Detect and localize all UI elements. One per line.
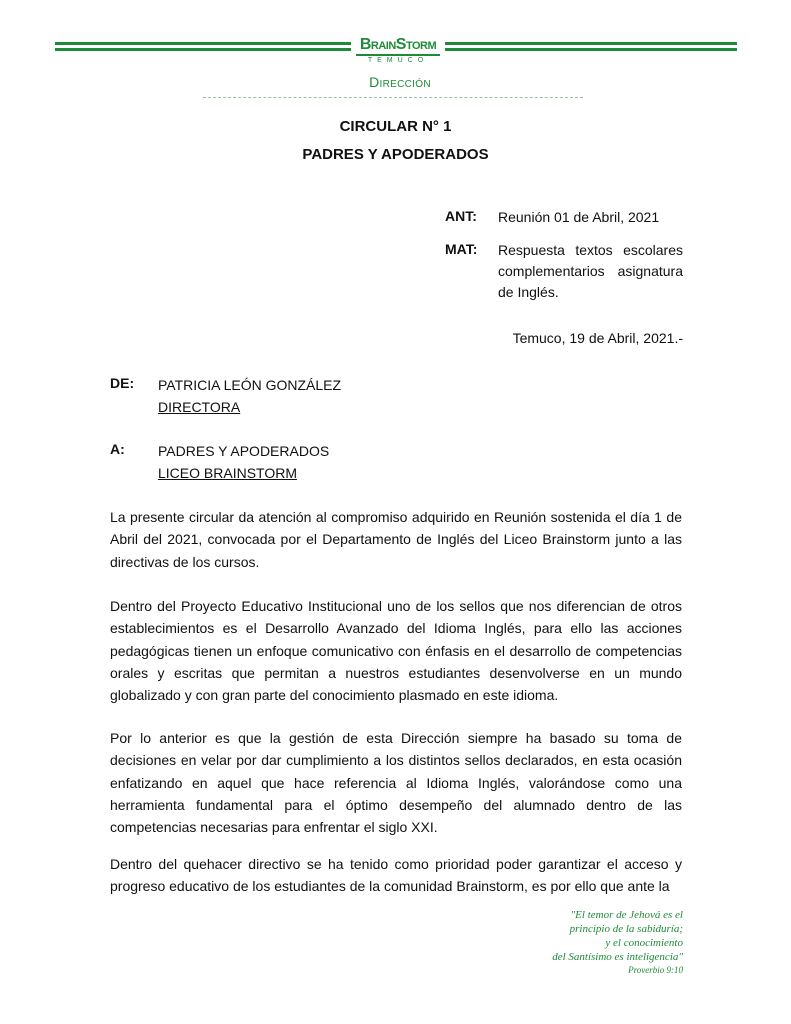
mat-value: Respuesta textos escolares complementarios asignatura de Inglés. <box>498 242 683 300</box>
logo-name: BrainStorm <box>359 36 437 53</box>
from-role: DIRECTORA <box>158 399 241 415</box>
body-paragraph-2: Dentro del Proyecto Educativo Institucional uno de los sellos que nos diferencian de otros establecimientos es el Desarrollo Avanzado del Idioma Inglés, para ello las acciones pedagógicas tienen un enfoque comunicativo con énfasis en el desarrollo de competencias orales y escritas que permitan a nuestros estudiantes desenvolverse en un mundo globalizado y con gran parte del conocimiento plasmado en este idioma. <box>110 598 682 704</box>
ant-label: ANT: <box>445 208 477 224</box>
from-block <box>158 374 341 418</box>
body-paragraph-1: La presente circular da atención al compromiso adquirido en Reunión sostenida el día 1 de Abril del 2021, convocada por el Departamento de Inglés del Liceo Brainstorm junto a las directivas de los cursos. <box>110 509 682 570</box>
to-name: PADRES Y APODERADOS <box>158 443 330 459</box>
logo-subtitle: TEMUCO <box>356 54 440 65</box>
to-label: A: <box>110 441 125 457</box>
document-date: Temuco, 19 de Abril, 2021.- <box>512 330 683 346</box>
body-paragraph-3: Por lo anterior es que la gestión de esta Dirección siempre ha basado su toma de decisiones en velar por dar cumplimiento a los distintos sellos declarados, en esta ocasión enfatizando en aquel que hace referencia al Idioma Inglés, valorándose como una herramienta fundamental para el óptimo desempeño del alumnado dentro de las competencias necesarias para enfrentar el siglo XXI. <box>110 730 682 836</box>
body-paragraph-4: Dentro del quehacer directivo se ha tenido como prioridad poder garantizar el acceso y progreso educativo de los estudiantes de la comunidad Brainstorm, es por ello que ante la <box>110 856 682 895</box>
brainstorm-logo <box>352 36 444 65</box>
header-rule-right <box>445 40 737 54</box>
mat-label: MAT: <box>445 241 478 257</box>
department-divider <box>203 97 583 98</box>
circular-title: CIRCULAR N° 1 <box>339 118 452 135</box>
circular-subtitle: PADRES Y APODERADOS <box>302 146 489 163</box>
header-rule-left <box>55 40 351 54</box>
to-block <box>158 440 329 484</box>
quote-line-3: y el conocimiento <box>605 937 683 949</box>
from-name: PATRICIA LEÓN GONZÁLEZ <box>158 377 342 393</box>
quote-line-4: del Santísimo es inteligencia" <box>552 951 683 963</box>
quote-line-2: principio de la sabiduría; <box>569 923 683 935</box>
to-org: LICEO BRAINSTORM <box>158 465 297 481</box>
quote-line-1: "El temor de Jehová es el <box>570 909 683 921</box>
ant-value: Reunión 01 de Abril, 2021 <box>498 209 660 225</box>
quote-source: Proverbio 9:10 <box>628 965 683 975</box>
department-name: Dirección <box>369 74 431 90</box>
footer-quote <box>483 908 683 976</box>
from-label: DE: <box>110 375 135 391</box>
